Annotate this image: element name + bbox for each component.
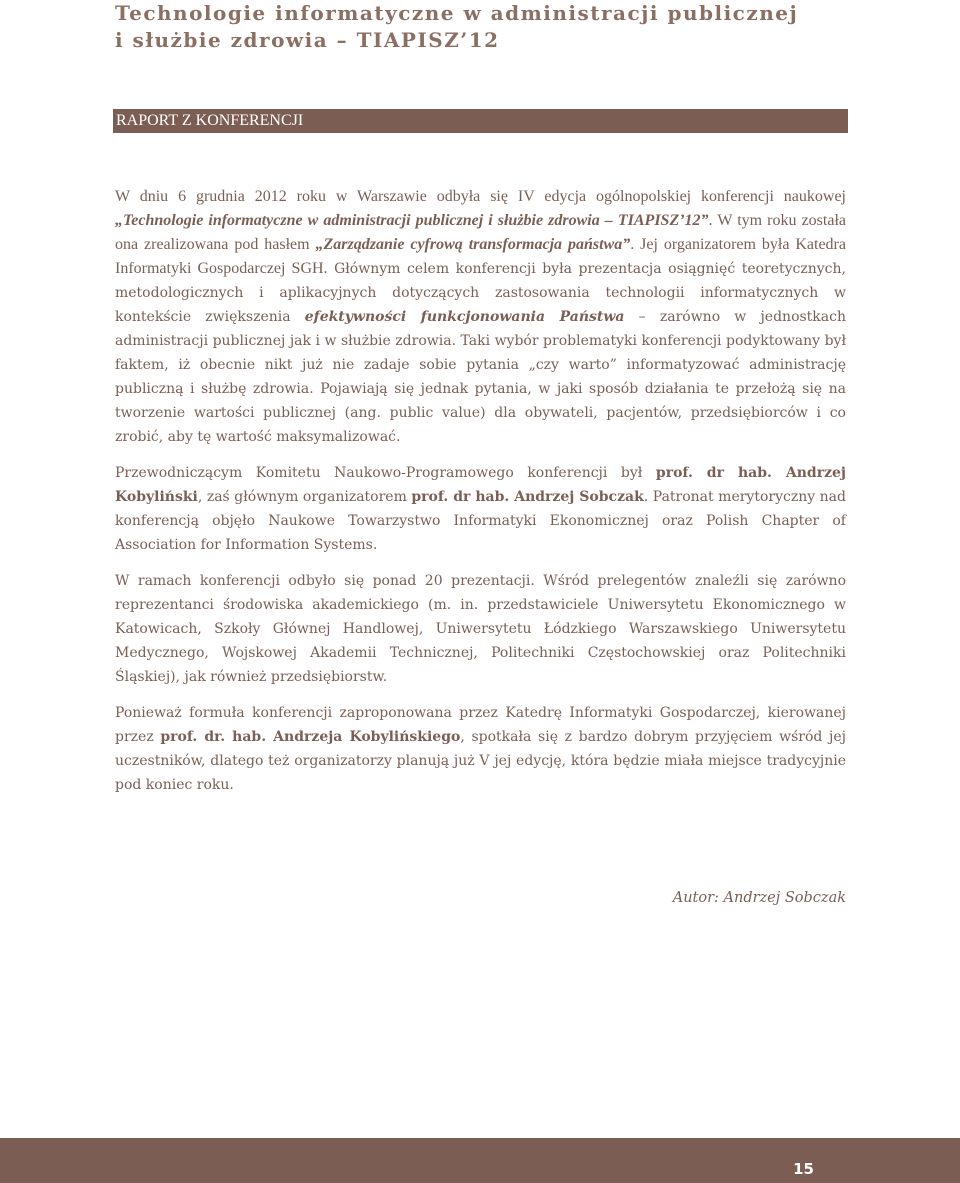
- conference-motto: „Zarządzanie cyfrową transformacja państwa”: [315, 236, 631, 253]
- paragraph-committee: [115, 461, 846, 557]
- section-banner: RAPORT Z KONFERENCJI: [113, 109, 848, 133]
- paragraph-conclusion: [115, 701, 846, 797]
- paragraph-intro: [115, 185, 846, 449]
- emphasis-text: efektywności funkcjonowania Państwa: [304, 309, 625, 325]
- paragraph-presentations: W ramach konferencji odbyło się ponad 20 prezentacji. Wśród prelegentów znaleźli się zarówno reprezentanci środowiska akademickiego (m. in. przedstawiciele Uniwersytetu Ekonomicznego w Katowicach, Szkoły Głównej Handlowej, Uniwersytetu Łódzkiego Warszawskiego Uniwersytetu Medycznego, Wojskowej Akademii Technicznej, Politechniki Częstochowskiej oraz Politechniki Śląskiej), jak również przedsiębiorstw.: [115, 573, 846, 685]
- page-title: [115, 0, 915, 54]
- text-span: . Jej organizatorem była Katedra Informatyki Gospodarczej SGH.: [115, 236, 846, 277]
- title-line-1: Technologie informatyczne w administracji publicznej: [115, 1, 799, 25]
- author-signature: Autor: Andrzej Sobczak: [672, 890, 846, 906]
- article-body: [115, 185, 846, 797]
- text-span: W dniu 6 grudnia 2012 roku w Warszawie odbyła się IV edycja ogólnopolskiej konferencji naukowej: [115, 188, 846, 205]
- text-span: , spotkała się z bardzo dobrym przyjęciem wśród jej uczestników, dlatego też organizatorzy planują już V jej edycję, która będzie miała miejsce tradycyjnie pod koniec roku.: [115, 729, 846, 793]
- professor-name: prof. dr. hab. Andrzeja Kobylińskiego: [160, 729, 461, 745]
- text-span: . Patronat merytoryczny nad konferencją objęło Naukowe Towarzystwo Informatyki Ekonomicznej oraz Polish Chapter of Association for Information Systems.: [115, 489, 846, 553]
- text-span: , zaś głównym organizatorem: [197, 489, 412, 505]
- page-number: 15: [793, 1160, 814, 1178]
- chair-name: prof. dr hab. Andrzej Kobyliński: [115, 465, 846, 505]
- text-span: . W tym roku została ona zrealizowana pod hasłem: [115, 212, 846, 253]
- text-span: Przewodniczącym Komitetu Naukowo-Programowego konferencji był: [115, 465, 656, 481]
- text-span: Ponieważ formuła konferencji zaproponowana przez Katedrę Informatyki Gospodarczej, kierowanej przez: [115, 705, 846, 745]
- conference-name: „Technologie informatyczne w administracji publicznej i służbie zdrowia – TIAPISZ’12”: [115, 212, 709, 229]
- organizer-name: prof. dr hab. Andrzej Sobczak: [411, 489, 644, 505]
- text-span: Głównym celem konferencji była prezentacja osiągnięć teoretycznych, metodologicznych i aplikacyjnych dotyczących zastosowania technologii informatycznych w kontekście zwiększenia: [115, 261, 846, 325]
- footer-bar: [0, 1138, 960, 1183]
- text-span: – zarówno w jednostkach administracji publicznej jak i w służbie zdrowia. Taki wybór problematyki konferencji podyktowany był faktem, iż obecnie nikt już nie zadaje sobie pytania „czy warto” informatyzować administrację publiczną i służbę zdrowia. Pojawiają się jednak pytania, w jaki sposób działania te przełożą się na tworzenie wartości publicznej (ang. public value) dla obywateli, pacjentów, przedsiębiorców i co zrobić, aby tę wartość maksymalizować.: [115, 309, 846, 445]
- title-line-2: i służbie zdrowia – TIAPISZ’12: [115, 28, 500, 52]
